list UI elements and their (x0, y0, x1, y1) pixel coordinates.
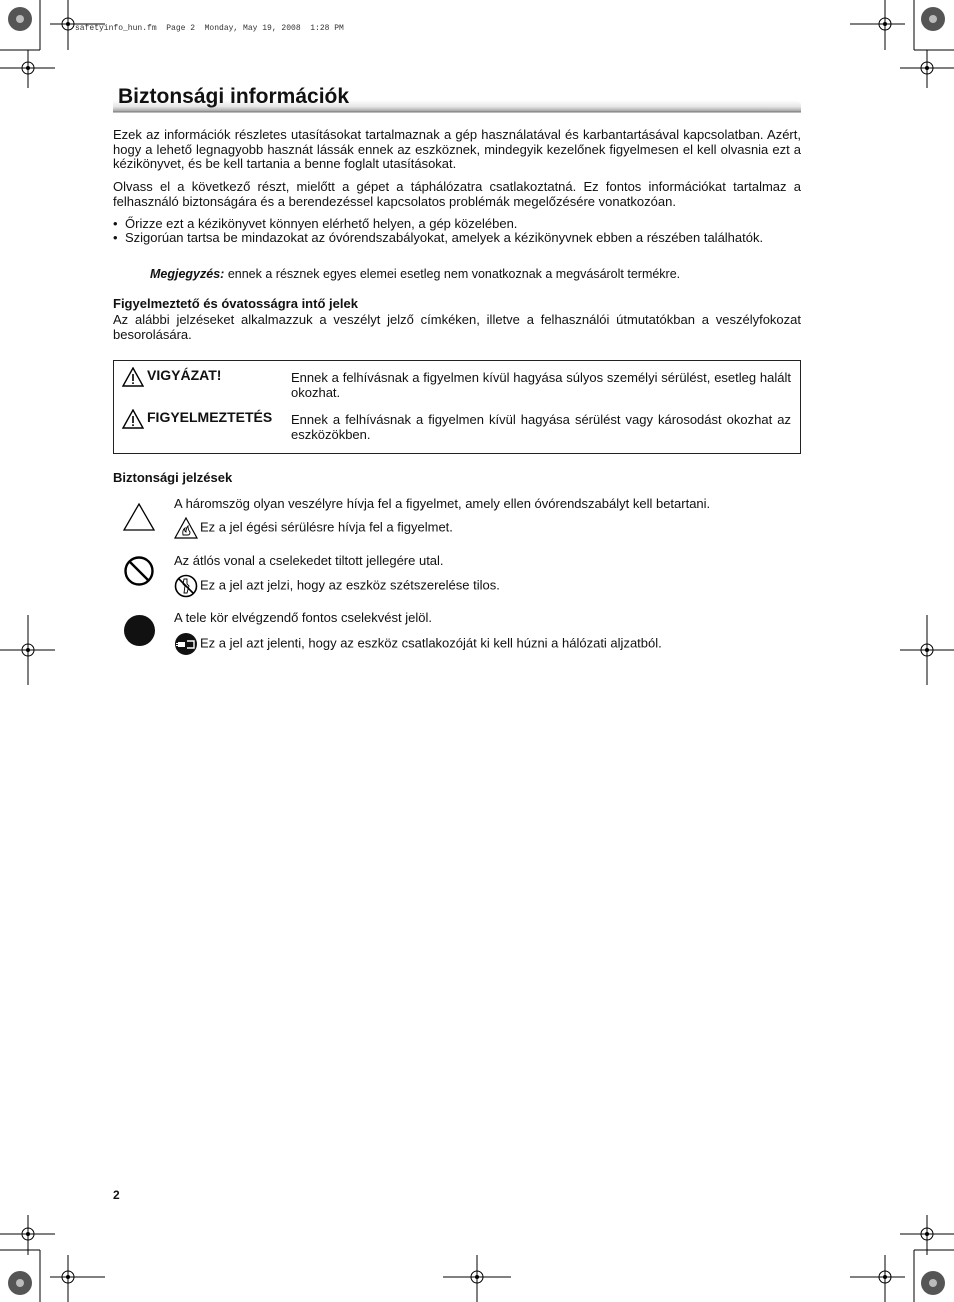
page-number: 2 (113, 1188, 120, 1202)
filled-circle-icon (123, 614, 156, 647)
bullet-dot: • (113, 216, 118, 231)
warning-level-label: VIGYÁZAT! (147, 367, 222, 383)
symbol-example (174, 574, 500, 598)
symbol-example-text: Ez a jel égési sérülésre hívja fel a figyelmet. (200, 519, 453, 535)
symbol-example (174, 517, 453, 539)
file-header-line: safetyinfo_hun.fm Page 2 Monday, May 19, 2008 1:28 PM (75, 24, 344, 33)
symbol-description: A háromszög olyan veszélyre hívja fel a figyelmet, amely ellen óvórendszabályt kell betartani. (174, 496, 711, 511)
bullet-item (113, 231, 801, 261)
symbol-example (174, 632, 662, 656)
warning-level-text: Ennek a felhívásnak a figyelmen kívül hagyása súlyos személyi sérülést, esetleg halált okozhat. (291, 370, 791, 400)
note (150, 267, 680, 281)
symbol-example-text: Ez a jel azt jelenti, hogy az eszköz csatlakozóját ki kell húzni a hálózati aljzatból. (200, 635, 662, 651)
warning-triangle-icon (122, 367, 144, 387)
bullet-dot: • (113, 230, 118, 245)
intro-paragraph-1: Ezek az információk részletes utasításokat tartalmaznak a gép használatával és karbantartásával kapcsolatban. Azért, hogy a lehető legnagyobb hasznát lássák ennek az eszköznek, mindegyik kezelőnek figyelmesen el kell olvasnia ezt a kézikönyvet, és be kell tartania a benne foglalt utasításokat. (113, 127, 801, 171)
unplug-icon (174, 632, 198, 656)
warning-triangle-icon (122, 409, 144, 429)
warning-section-intro: Az alábbi jelzéseket alkalmazzuk a veszélyt jelző címkéken, illetve a felhasználói útmutatókban a veszélyfokozat besorolására. (113, 312, 801, 342)
symbol-example-text: Ez a jel azt jelzi, hogy az eszköz szétszerelése tilos. (200, 577, 500, 593)
warning-level-vigyazat (122, 367, 221, 387)
symbols-section-heading: Biztonsági jelzések (113, 470, 233, 485)
warning-level-text: Ennek a felhívásnak a figyelmen kívül hagyása sérülést vagy károsodást okozhat az eszközökben. (291, 412, 791, 442)
triangle-icon (122, 502, 156, 532)
symbol-description: Az átlós vonal a cselekedet tiltott jellegére utal. (174, 553, 444, 568)
bullet-text: Őrizze ezt a kézikönyvet könnyen elérhető helyen, a gép közelében. (125, 216, 518, 231)
note-text: ennek a résznek egyes elemei esetleg nem vonatkoznak a megvásárolt termékre. (227, 267, 681, 281)
bullet-text: Szigorúan tartsa be mindazokat az óvórendszabályokat, amelyek a kézikönyvnek ebben a részében találhatók. (125, 230, 764, 245)
no-disassembly-icon (174, 574, 198, 598)
hot-surface-icon (174, 517, 198, 539)
prohibition-icon (123, 555, 155, 587)
warning-level-label: FIGYELMEZTETÉS (147, 409, 273, 425)
warning-levels-box (113, 360, 801, 454)
note-label: Megjegyzés: (150, 267, 225, 281)
symbol-description: A tele kör elvégzendő fontos cselekvést jelöl. (174, 610, 432, 625)
warning-section-heading: Figyelmeztető és óvatosságra intő jelek (113, 296, 358, 311)
page-title: Biztonsági információk (118, 85, 350, 108)
warning-level-figyelmeztetes (122, 409, 272, 429)
intro-paragraph-2: Olvass el a következő részt, mielőtt a gépet a táphálózatra csatlakoztatná. Ez fontos információkat tartalmaz a felhasználó biztonságára és a berendezéssel kapcsolatos problémák megelőzésére vonatkozóan. (113, 179, 801, 209)
